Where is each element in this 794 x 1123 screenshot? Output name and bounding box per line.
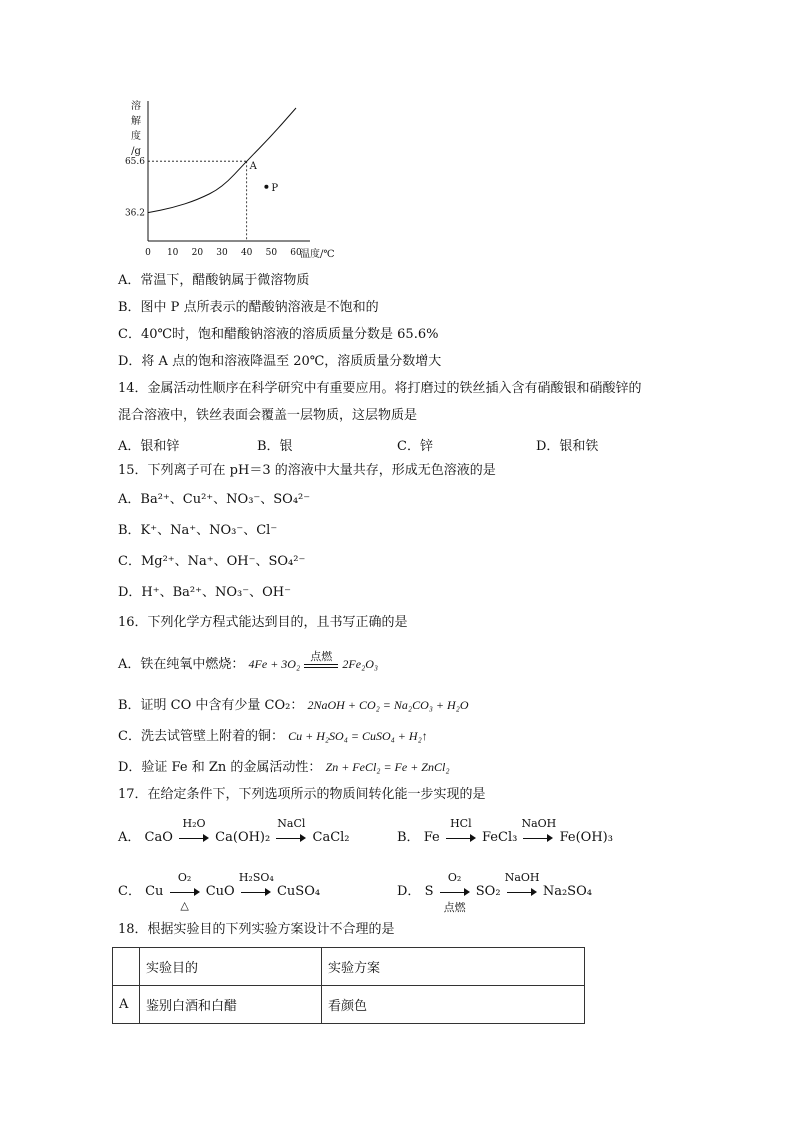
q17-a-cond2: NaCl <box>277 817 306 830</box>
q17-c-step2 <box>238 871 274 898</box>
q16-option-b <box>118 696 469 715</box>
q17-c-step1 <box>168 871 202 912</box>
q15-stem: 15．下列离子可在 pH＝3 的溶液中大量共存，形成无色溶液的是 <box>118 463 496 478</box>
q13-option-d: D．将 A 点的饱和溶液降温至 20℃，溶质质量分数增大 <box>118 354 442 369</box>
q17-b-step2 <box>521 817 557 844</box>
x-tick-label: 0 <box>145 248 151 258</box>
table-header-row <box>113 948 585 986</box>
q16-a-eq-left: 4Fe + 3O₂ <box>248 657 301 671</box>
y-axis-label: /g <box>131 146 141 157</box>
table-cell: A <box>113 986 140 1024</box>
q17-c-label: C． <box>118 884 141 899</box>
x-tick-label: 10 <box>166 248 179 258</box>
q14-stem-line1: 14．金属活动性顺序在科学研究中有重要应用。将打磨过的铁丝插入含有硝酸银和硝酸锌的 <box>118 381 642 396</box>
q15-option-d: D．H⁺、Ba²⁺、NO₃⁻、OH⁻ <box>118 585 291 600</box>
q17-d-substance3: Na₂SO₄ <box>542 884 592 899</box>
q13-option-c: C．40℃时，饱和醋酸钠溶液的溶质质量分数是 65.6% <box>118 327 439 342</box>
q13-option-b: B．图中 P 点所表示的醋酸钠溶液是不饱和的 <box>118 300 379 315</box>
q14-option-d: D．银和铁 <box>536 439 599 454</box>
q17-b-substance2: FeCl₃ <box>482 830 518 845</box>
y-axis-label: 解 <box>131 116 141 127</box>
q17-d-substance1: S <box>424 884 434 899</box>
arrow-right-icon <box>446 833 476 843</box>
q18-stem: 18．根据实验目的下列实验方案设计不合理的是 <box>118 922 395 937</box>
ignite-symbol: 点燃 <box>443 901 466 914</box>
q17-b-step1 <box>444 817 478 844</box>
q17-b-substance3: Fe(OH)₃ <box>559 830 613 845</box>
q17-option-b <box>397 817 613 845</box>
point-p-label: P <box>271 182 279 194</box>
point-p-marker <box>264 185 268 189</box>
q13-option-a: A．常温下，醋酸钠属于微溶物质 <box>118 273 310 288</box>
q17-a-cond1: H₂O <box>182 817 206 830</box>
q17-b-cond1: HCl <box>450 817 472 830</box>
q17-a-substance1: CaO <box>144 830 173 845</box>
q17-c-cond1: O₂ <box>177 871 192 884</box>
x-tick-label: 20 <box>191 248 204 258</box>
y-tick-label: 65.6 <box>124 157 145 168</box>
x-tick-label: 50 <box>265 248 278 258</box>
q17-option-d <box>397 871 592 914</box>
q17-d-label: D． <box>397 884 421 899</box>
q17-b-substance1: Fe <box>423 830 440 845</box>
ignite-condition <box>304 649 338 668</box>
q16-d-eq: Zn + FeCl₂ = Fe + ZnCl₂ <box>325 760 450 774</box>
q16-b-label: B．证明 CO 中含有少量 CO₂： <box>118 698 304 713</box>
arrow-right-icon <box>276 833 306 843</box>
q17-a-step2 <box>274 817 308 844</box>
q17-b-label: B． <box>397 830 420 845</box>
table-header-cell: 实验方案 <box>322 948 585 986</box>
experiment-table <box>112 947 585 1024</box>
table-cell: 鉴别白酒和白醋 <box>140 986 322 1024</box>
q17-d-substance2: SO₂ <box>475 884 501 899</box>
q17-a-step1 <box>177 817 211 844</box>
q17-a-substance3: CaCl₂ <box>312 830 350 845</box>
q16-stem: 16．下列化学方程式能达到目的，且书写正确的是 <box>118 615 408 630</box>
y-axis-label: 溶 <box>131 101 141 112</box>
q16-option-d <box>118 758 450 777</box>
x-tick-label: 60 <box>290 248 302 258</box>
q17-d-cond2: NaOH <box>504 871 540 884</box>
q17-c-substance1: Cu <box>145 884 164 899</box>
y-tick-label: 36.2 <box>124 208 145 219</box>
q16-d-label: D．验证 Fe 和 Zn 的金属活动性： <box>118 760 322 775</box>
table-header-cell <box>113 948 140 986</box>
q16-option-c <box>118 727 428 746</box>
q17-c-substance2: CuO <box>205 884 235 899</box>
x-axis-label: 温度/℃ <box>300 249 335 260</box>
table-row <box>113 986 585 1024</box>
table-cell: 看颜色 <box>322 986 585 1024</box>
x-tick-label: 40 <box>240 248 253 258</box>
q17-stem: 17．在给定条件下，下列选项所示的物质间转化能一步实现的是 <box>118 787 486 802</box>
q15-option-a: A．Ba²⁺、Cu²⁺、NO₃⁻、SO₄²⁻ <box>118 492 311 507</box>
q17-d-step2 <box>504 871 540 898</box>
q17-a-substance2: Ca(OH)₂ <box>215 830 271 845</box>
arrow-right-icon <box>440 887 470 897</box>
q17-d-cond1: O₂ <box>447 871 462 884</box>
q17-option-c <box>118 871 321 912</box>
q17-d-step1 <box>438 871 472 914</box>
ignite-label: 点燃 <box>310 649 333 663</box>
q14-stem-line2: 混合溶液中，铁丝表面会覆盖一层物质，这层物质是 <box>118 408 418 423</box>
arrow-right-icon <box>523 833 553 843</box>
arrow-right-icon <box>179 833 209 843</box>
q17-c-cond2: H₂SO₄ <box>238 871 274 884</box>
heat-symbol: △ <box>180 899 189 912</box>
y-axis-label: 度 <box>131 131 141 142</box>
arrow-right-icon <box>170 887 200 897</box>
solubility-curve <box>148 108 296 213</box>
q14-option-a: A．银和锌 <box>118 439 180 454</box>
q17-a-label: A． <box>118 830 141 845</box>
x-tick-label: 30 <box>216 248 228 258</box>
q14-option-c: C．锌 <box>397 439 433 454</box>
q16-a-label: A．铁在纯氧中燃烧： <box>118 657 245 672</box>
arrow-right-icon <box>507 887 537 897</box>
q17-c-substance3: CuSO₄ <box>276 884 321 899</box>
arrow-right-icon <box>241 887 271 897</box>
q16-c-label: C．洗去试管壁上附着的铜： <box>118 729 284 744</box>
q16-b-eq: 2NaOH + CO₂ = Na₂CO₃ + H₂O <box>307 698 469 712</box>
q17-option-a <box>118 817 350 845</box>
solubility-chart <box>118 95 348 265</box>
q15-option-c: C．Mg²⁺、Na⁺、OH⁻、SO₄²⁻ <box>118 554 306 569</box>
q14-option-b: B．银 <box>257 439 293 454</box>
q16-c-eq: Cu + H₂SO₄ = CuSO₄ + H₂↑ <box>288 729 428 743</box>
point-a-label: A <box>249 161 257 173</box>
q17-b-cond2: NaOH <box>521 817 557 830</box>
q16-a-eq-right: 2Fe₂O₃ <box>342 657 379 671</box>
table-header-cell: 实验目的 <box>140 948 322 986</box>
q16-option-a <box>118 649 379 674</box>
q15-option-b: B．K⁺、Na⁺、NO₃⁻、Cl⁻ <box>118 523 278 538</box>
